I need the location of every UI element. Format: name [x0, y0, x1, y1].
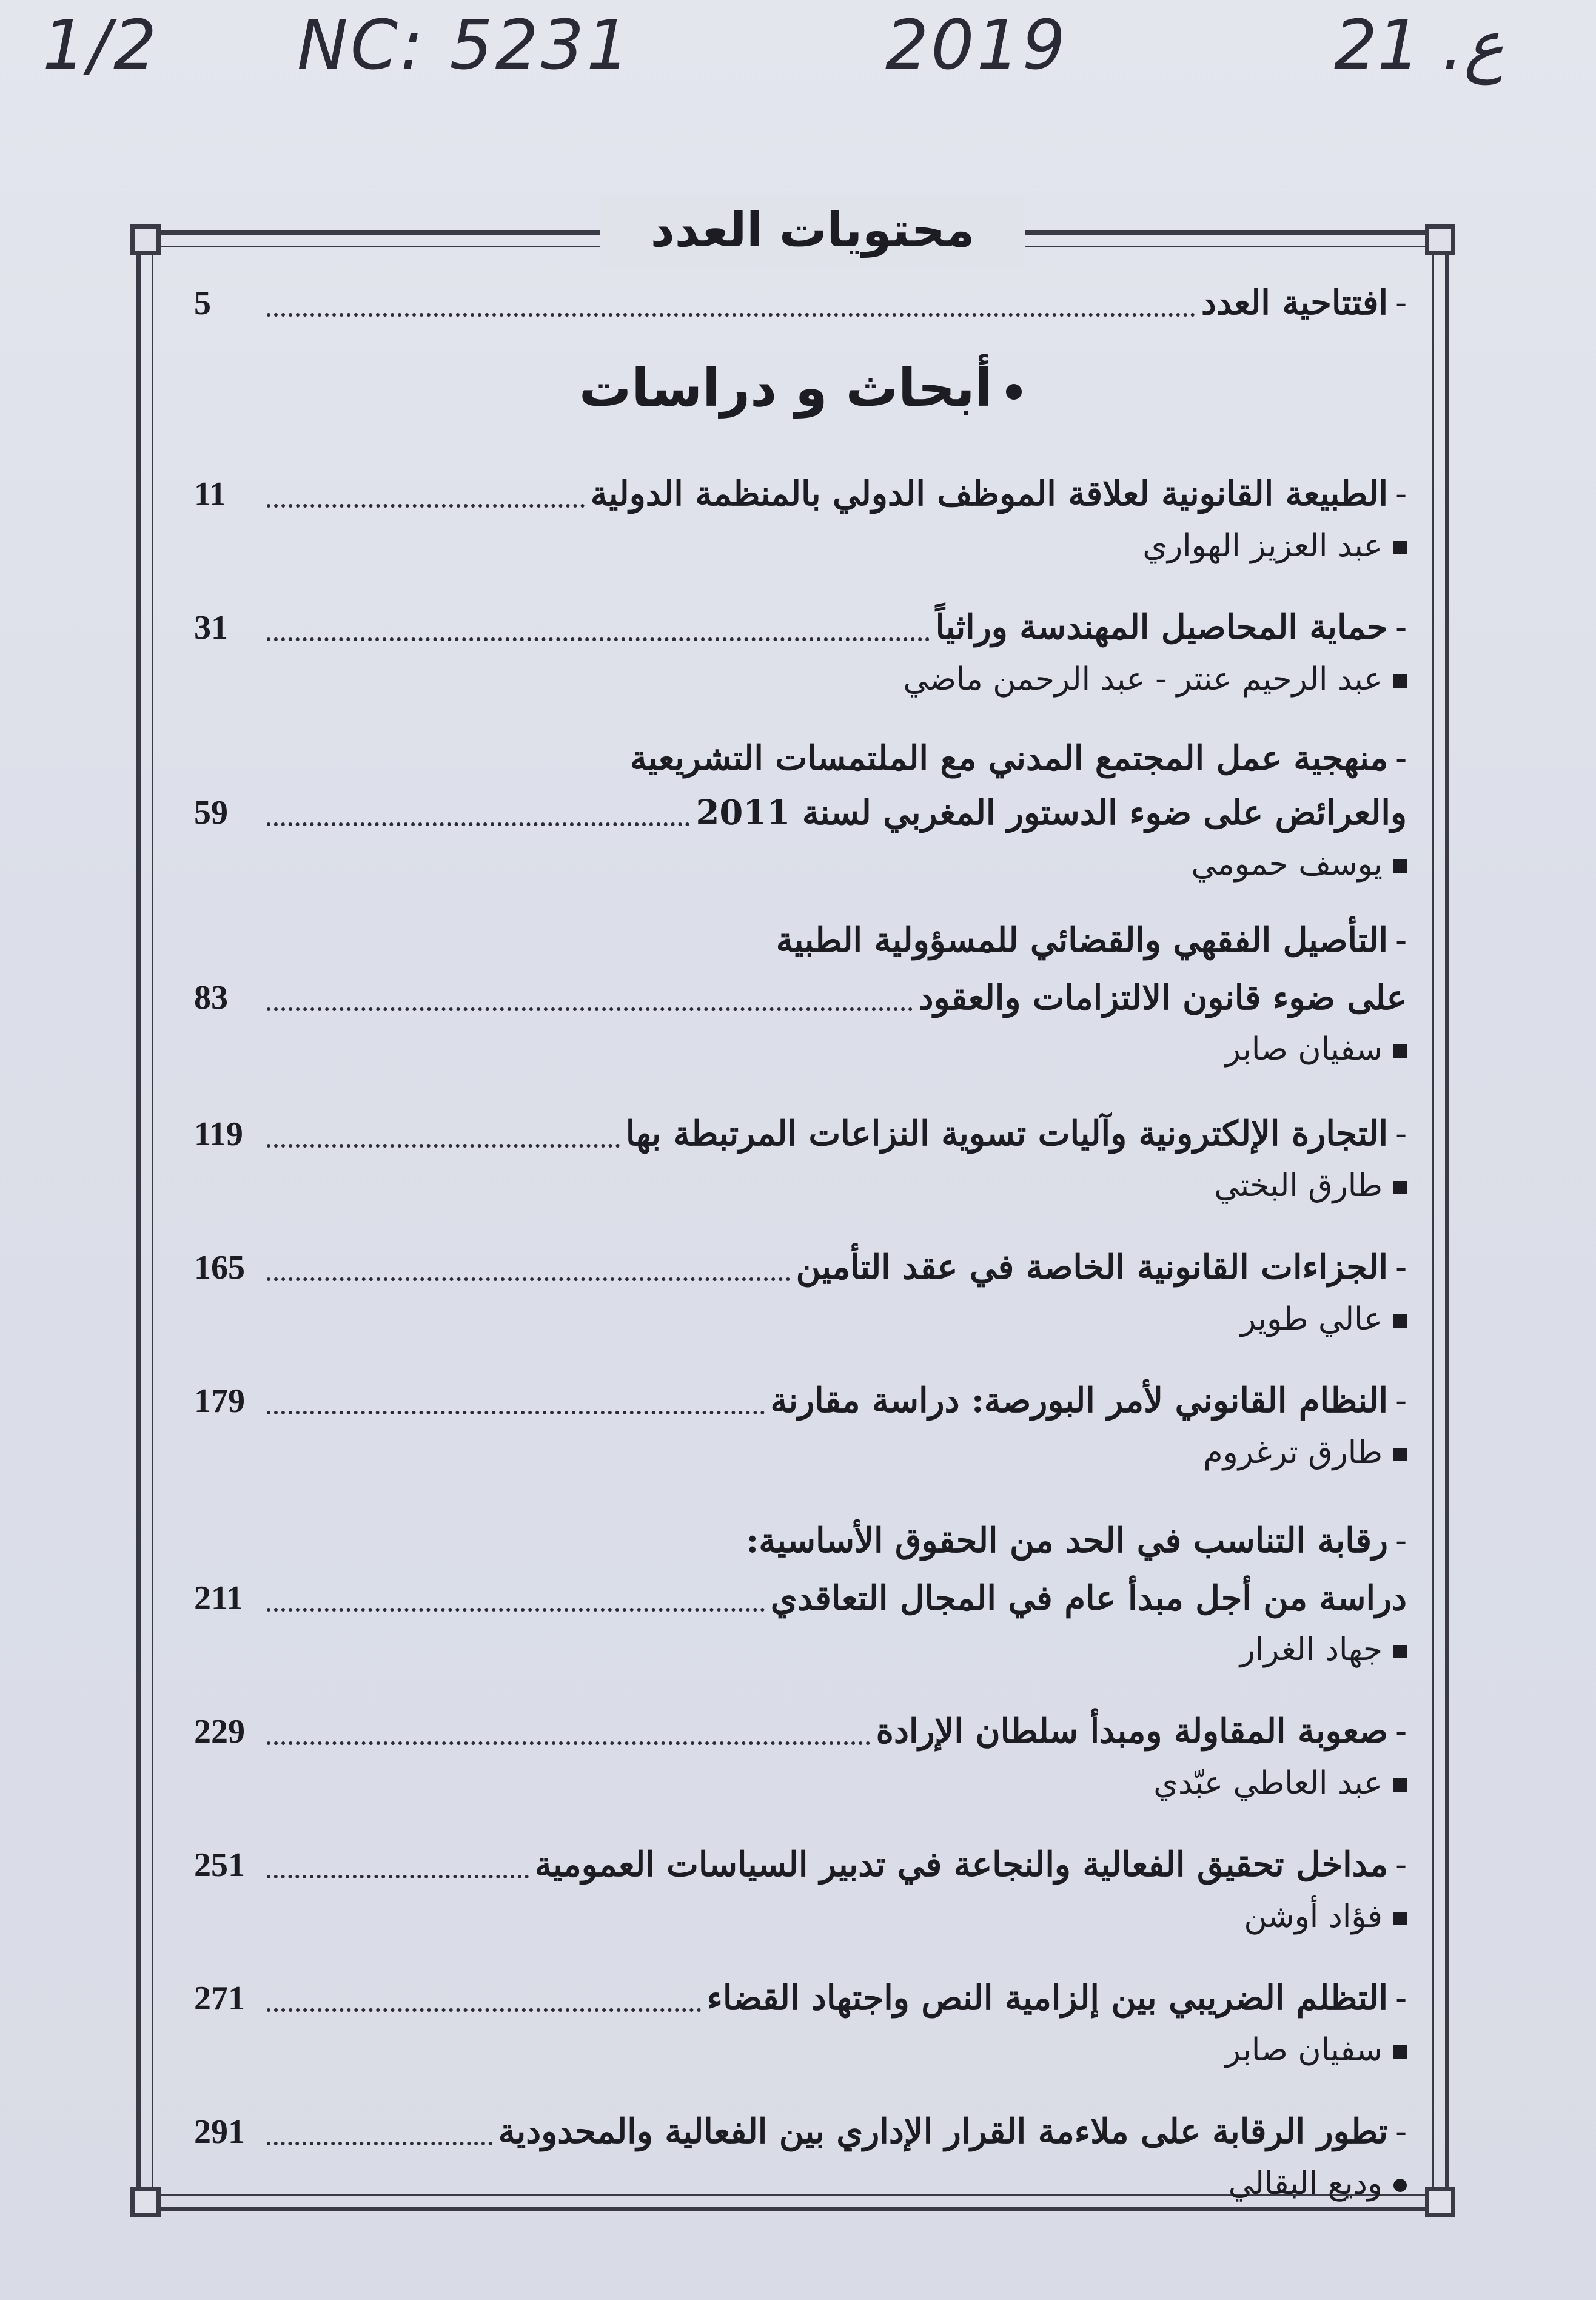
round-bullet-icon	[1393, 2179, 1407, 2192]
toc-entry-title: -النظام القانوني لأمر البورصة: دراسة مقارنة	[770, 1380, 1407, 1421]
toc-title: محتويات العدد	[600, 194, 1025, 267]
leader-dots	[267, 1741, 870, 1745]
section-heading: أبحاث و دراسات	[194, 346, 1407, 431]
toc-entry[interactable]	[194, 1377, 1407, 1425]
toc-entry-page: 11	[194, 476, 226, 513]
toc-entry[interactable]	[194, 2108, 1407, 2156]
toc-entry-title: -تطور الرقابة على ملاءمة القرار الإداري بين الفعالية والمحدودية	[498, 2111, 1407, 2151]
toc-entry-title: -التجارة الإلكترونية وآليات تسوية النزاعات المرتبطة بها	[625, 1114, 1407, 1154]
toc-entry-author: عبد الرحيم عنتر - عبد الرحمن ماضي	[904, 655, 1407, 704]
frame-corner-ornament	[1425, 2187, 1455, 2217]
leader-dots	[267, 1411, 765, 1414]
leader-dots	[267, 1608, 765, 1612]
bullet-icon	[1006, 384, 1022, 400]
toc-entry-page: 211	[194, 1579, 243, 1617]
leader-dots	[267, 2008, 701, 2012]
square-bullet-icon	[1393, 2045, 1407, 2059]
toc-entry-title-line[interactable]: -منهجية عمل المجتمع المدني مع الملتمسات التشريعية	[630, 738, 1407, 778]
toc-entry-author: سفيان صابر	[1226, 1025, 1407, 1074]
toc-entry-page: 291	[194, 2113, 245, 2151]
toc-entry-title: -الطبيعة القانونية لعلاقة الموظف الدولي بالمنظمة الدولية	[590, 474, 1407, 514]
toc-entry[interactable]	[194, 1110, 1407, 1158]
toc-entry-title-line[interactable]: -رقابة التناسب في الحد من الحقوق الأساسية:	[746, 1521, 1407, 1561]
toc-entry-page: 179	[194, 1382, 245, 1420]
square-bullet-icon	[1393, 1912, 1407, 1925]
toc-entry-author: فؤاد أوشن	[1244, 1892, 1407, 1941]
handwritten-issue: ع. 21	[1334, 6, 1504, 85]
toc-entry-title: -صعوبة المقاولة ومبدأ سلطان الإرادة	[876, 1711, 1407, 1751]
leader-dots	[267, 313, 1195, 317]
toc-entry[interactable]	[194, 973, 1407, 1022]
toc-entry-page: 83	[194, 979, 228, 1017]
leader-dots	[267, 2142, 492, 2145]
toc-entry-title: على ضوء قانون الالتزامات والعقود	[918, 978, 1407, 1018]
square-bullet-icon	[1393, 674, 1407, 688]
toc-entry[interactable]	[194, 1841, 1407, 1889]
toc-entry-author: يوسف حمومي	[1191, 840, 1407, 889]
frame-corner-ornament	[130, 224, 161, 255]
toc-entry[interactable]	[194, 470, 1407, 519]
square-bullet-icon	[1393, 859, 1407, 873]
leader-dots	[267, 1144, 620, 1148]
toc-entry[interactable]	[194, 1707, 1407, 1756]
leader-dots	[267, 822, 689, 826]
toc-entry-author: طارق ترغروم	[1203, 1428, 1407, 1477]
leader-dots	[267, 1007, 913, 1011]
toc-entry-author: عبد العزيز الهواري	[1142, 522, 1407, 570]
toc-entry-title-line[interactable]: -التأصيل الفقهي والقضائي للمسؤولية الطبية	[776, 920, 1407, 960]
toc-entry-title: والعرائض على ضوء الدستور المغربي لسنة 2011	[696, 793, 1407, 833]
toc-entry-title: -الجزاءات القانونية الخاصة في عقد التأمين	[796, 1247, 1407, 1287]
handwritten-year: 2019	[885, 6, 1068, 85]
toc-entry-page: 31	[194, 609, 228, 647]
leader-dots	[267, 504, 585, 508]
toc-entry[interactable]	[194, 1243, 1407, 1292]
toc-entry-editorial[interactable]	[194, 279, 1407, 328]
toc-entry-page: 5	[194, 284, 211, 322]
toc-entry-page: 119	[194, 1115, 243, 1153]
toc-entry-title: -التظلم الضريبي بين إلزامية النص واجتهاد القضاء	[706, 1978, 1407, 2018]
leader-dots	[267, 1277, 790, 1281]
toc-entry-page: 251	[194, 1846, 245, 1884]
toc-entry-title: -مداخل تحقيق الفعالية والنجاعة في تدبير السياسات العمومية	[534, 1844, 1407, 1885]
toc-entry[interactable]	[194, 789, 1407, 837]
toc-entry-author: طارق البختي	[1214, 1162, 1407, 1210]
frame-corner-ornament	[130, 2187, 161, 2217]
toc-entry[interactable]	[194, 1574, 1407, 1622]
toc-entry-page: 271	[194, 1980, 245, 2017]
square-bullet-icon	[1393, 1181, 1407, 1194]
leader-dots	[267, 1875, 529, 1878]
square-bullet-icon	[1393, 1778, 1407, 1792]
toc-entry-title: -افتتاحية العدد	[1201, 283, 1407, 323]
square-bullet-icon	[1393, 1314, 1407, 1328]
toc-entry-author: وديع البقالي	[1229, 2159, 1407, 2208]
toc-entry-author: سفيان صابر	[1226, 2026, 1407, 2074]
toc-entry[interactable]	[194, 1974, 1407, 2023]
toc-entry[interactable]	[194, 604, 1407, 652]
toc-entry-author: عالي طوير	[1241, 1295, 1407, 1343]
toc-entry-author: عبد العاطي عبّدي	[1153, 1759, 1407, 1807]
handwritten-fraction: 1/2	[42, 6, 159, 85]
toc-entry-author: جهاد الغرار	[1240, 1626, 1407, 1674]
square-bullet-icon	[1393, 1645, 1407, 1658]
frame-corner-ornament	[1425, 224, 1455, 255]
square-bullet-icon	[1393, 1044, 1407, 1058]
handwritten-nc-number: NC: 5231	[297, 6, 632, 85]
leader-dots	[267, 637, 930, 641]
toc-entry-title: -حماية المحاصيل المهندسة وراثياً	[935, 607, 1407, 647]
toc-entry-page: 59	[194, 794, 228, 832]
toc-entry-page: 229	[194, 1713, 245, 1750]
toc-entry-page: 165	[194, 1249, 245, 1286]
square-bullet-icon	[1393, 1448, 1407, 1461]
toc-entry-title: دراسة من أجل مبدأ عام في المجال التعاقدي	[770, 1578, 1407, 1618]
square-bullet-icon	[1393, 541, 1407, 554]
